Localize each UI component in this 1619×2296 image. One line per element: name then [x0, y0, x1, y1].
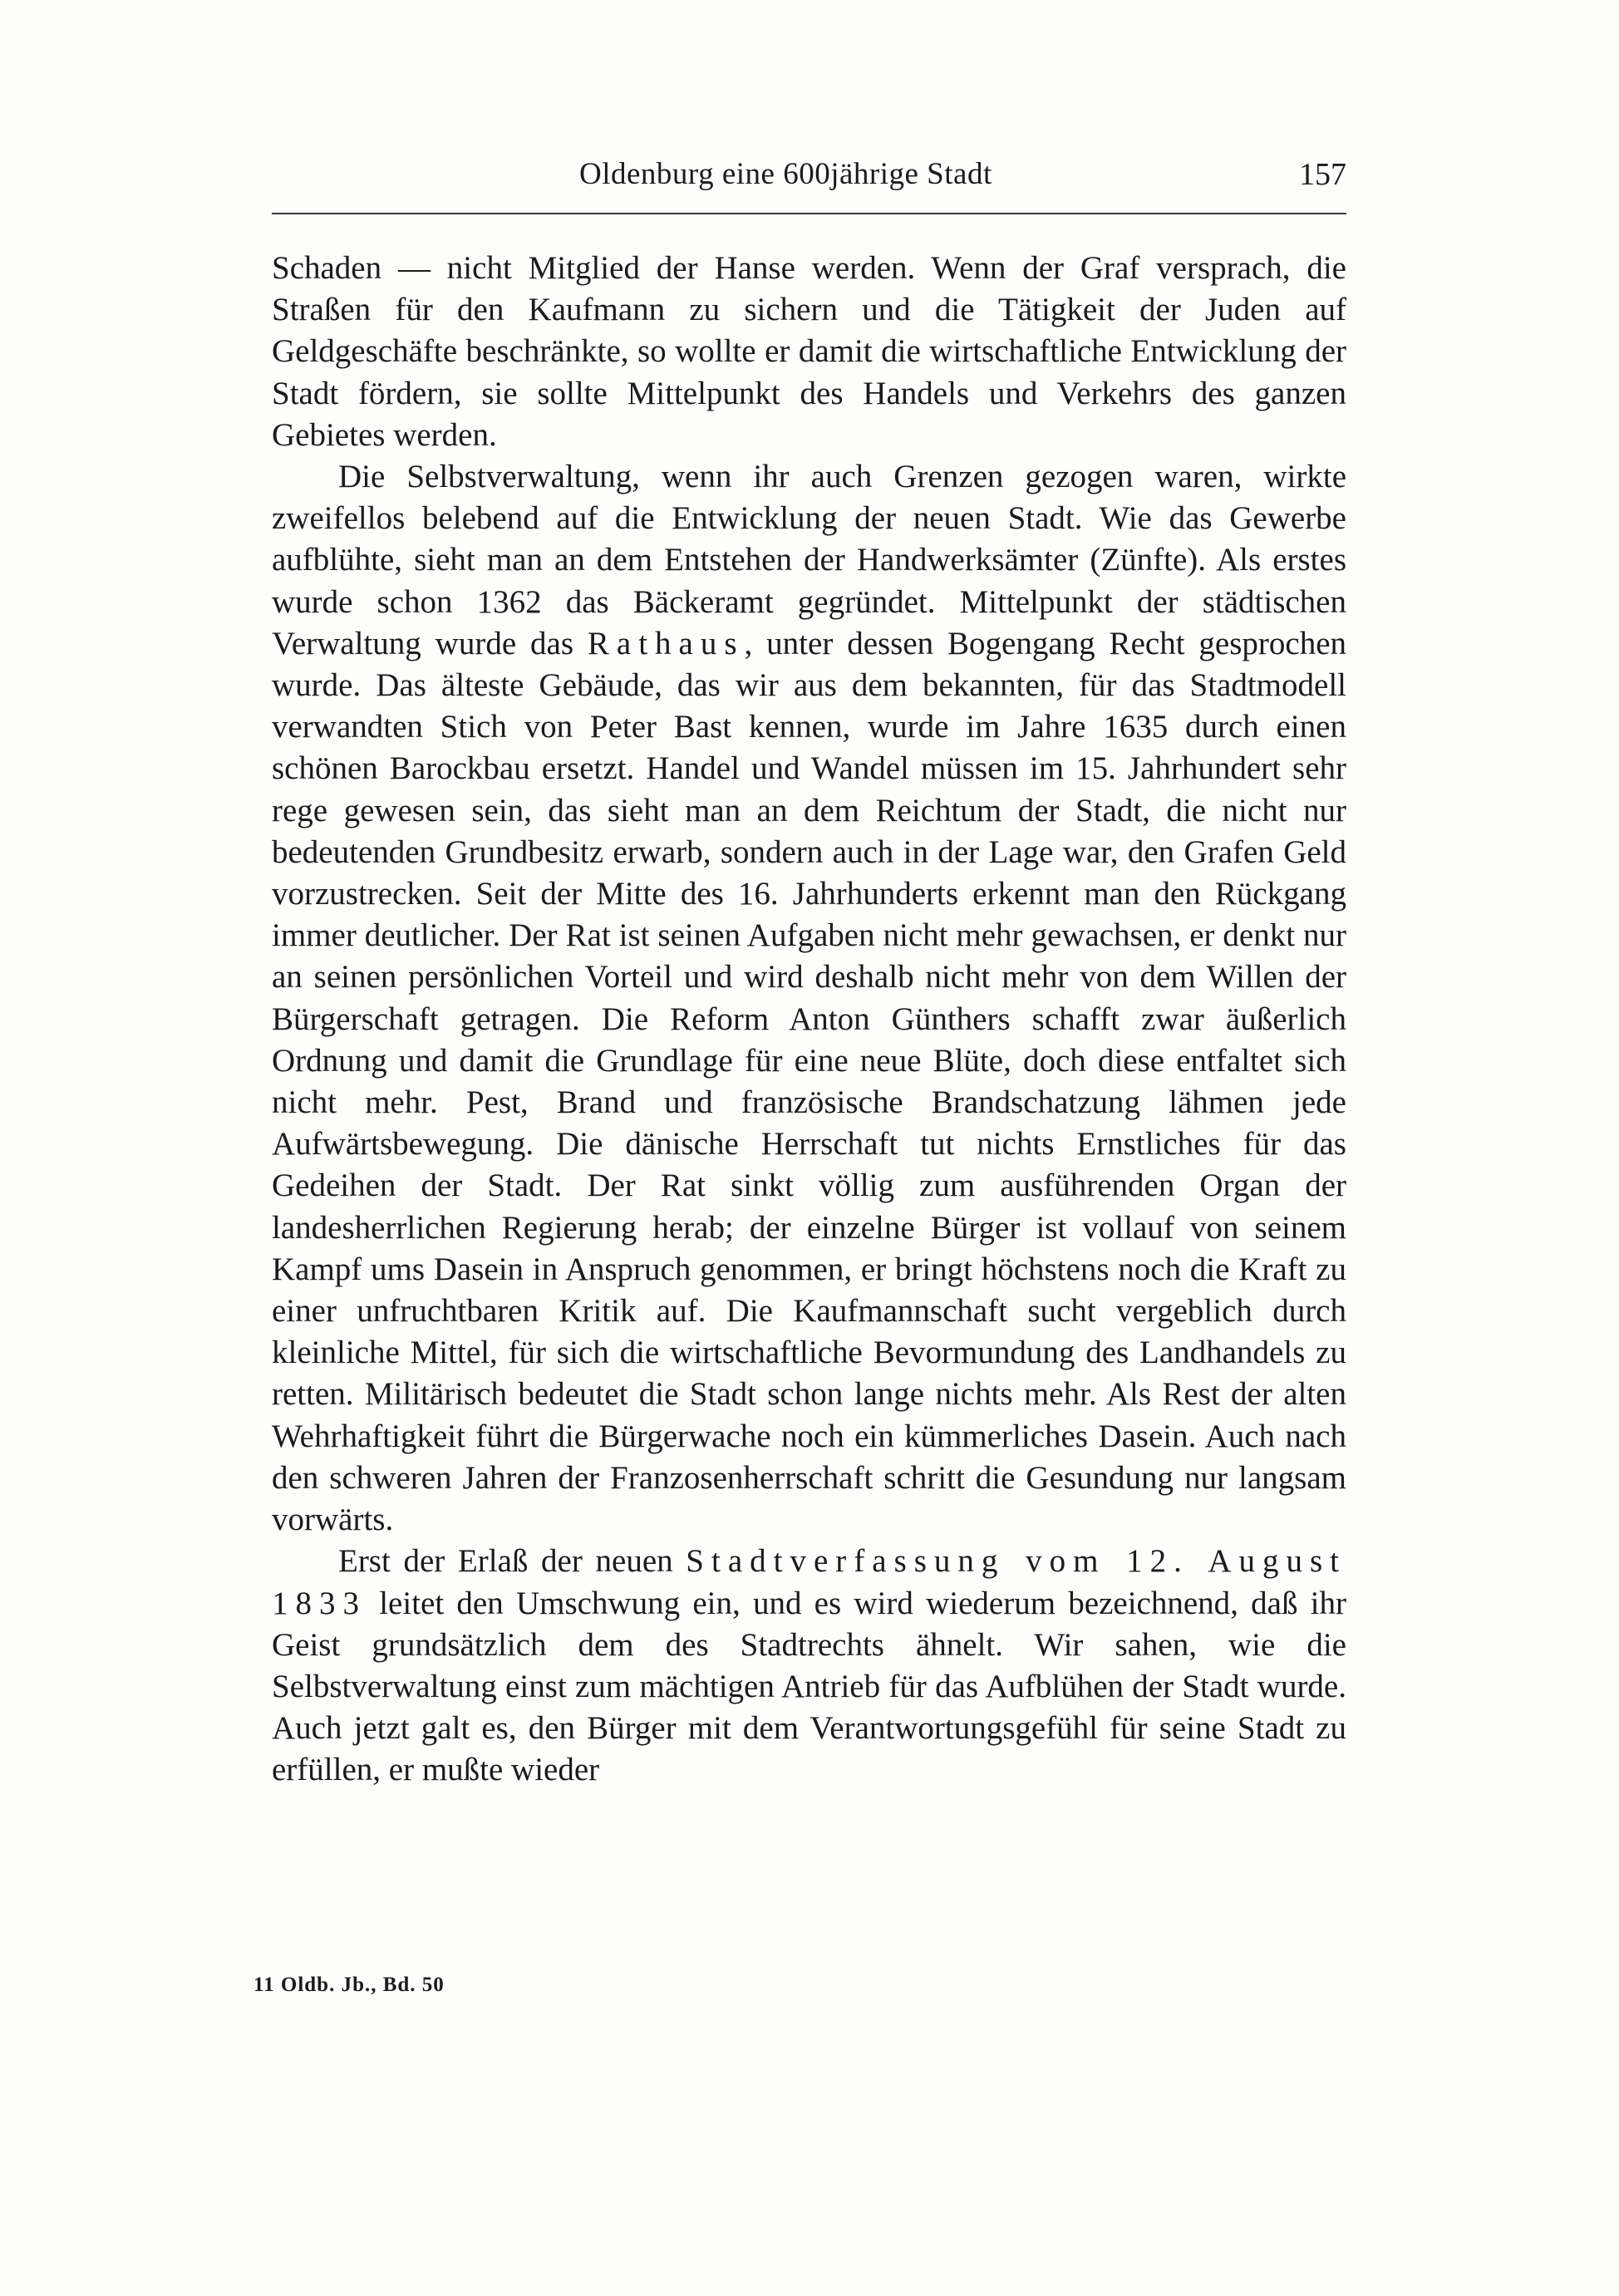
signature-mark: 11 Oldb. Jb., Bd. 50 [253, 1974, 445, 1996]
paragraph-2-part-a: Die Selbstverwaltung, wenn ihr auch Grenzen gezogen waren, wirkte zweifellos belebend auf die Entwicklung der neuen Stadt. Wie das Gewerbe aufblühte, sieht man an dem Entstehen der Handwerksämter (Zünfte). Als erstes wurde schon 1362 das Bäckeramt gegründet. Mittelpunkt der städtischen Verwaltung wurde das [272, 459, 1346, 661]
paragraph-1: Schaden — nicht Mitglied der Hanse werden. Wenn der Graf versprach, die Straßen für den Kaufmann zu sichern und die Tätigkeit der Juden auf Geldgeschäfte beschränkte, so wollte er damit die wirtschaftliche Entwicklung der Stadt fördern, sie sollte Mittelpunkt des Handels und Verkehrs des ganzen Gebietes werden. [272, 250, 1346, 453]
page-header [272, 156, 1346, 206]
emphasis-stadtverfassung: Stadtverfassung vom 12. August 1833 [272, 1543, 1347, 1621]
paragraph-3 [272, 1541, 1346, 1791]
page-number: 157 [1299, 157, 1346, 192]
emphasis-rathaus: Rathaus [587, 625, 745, 661]
header-divider [272, 213, 1346, 214]
body-text [272, 248, 1346, 1792]
paragraph-3-part-a: Erst der Erlaß der neuen [338, 1543, 686, 1580]
running-title: Oldenburg eine 600jährige Stadt [579, 157, 992, 191]
paragraph-3-part-b: leitet den Umschwung ein, und es wird wiederum bezeichnend, daß ihr Geist grundsätzlich dem des Stadtrechts ähnelt. Wir sahen, wie die Selbstverwaltung einst zum mächtigen Antrieb für das Aufblühen der Stadt wurde. Auch jetzt galt es, den Bürger mit dem Verantwortungsgefühl für seine Stadt zu erfüllen, er mußte wieder [272, 1585, 1346, 1788]
paragraph-2 [272, 456, 1346, 1541]
paragraph-2-part-b: , unter dessen Bogengang Recht gesprochen wurde. Das älteste Gebäude, das wir aus dem bekannten, für das Stadtmodell verwandten Stich von Peter Bast kennen, wurde im Jahre 1635 durch einen schönen Barockbau ersetzt. Handel und Wandel müssen im 15. Jahrhundert sehr rege gewesen sein, das sieht man an dem Reichtum der Stadt, die nicht nur bedeutenden Grundbesitz erwarb, sondern auch in der Lage war, den Grafen Geld vorzustrecken. Seit der Mitte des 16. Jahrhunderts erkennt man den Rückgang immer deutlicher. Der Rat ist seinen Aufgaben nicht mehr gewachsen, er denkt nur an seinen persönlichen Vorteil und wird deshalb nicht mehr von dem Willen der Bürgerschaft getragen. Die Reform Anton Günthers schafft zwar äußerlich Ordnung und damit die Grundlage für eine neue Blüte, doch diese entfaltet sich nicht mehr. Pest, Brand und französische Brandschatzung lähmen jede Aufwärtsbewegung. Die dänische Herrschaft tut nichts Ernstliches für das Gedeihen der Stadt. Der Rat sinkt völlig zum ausführenden Organ der landesherrlichen Regierung herab; der einzelne Bürger ist vollauf von seinem Kampf ums Dasein in Anspruch genommen, er bringt höchstens noch die Kraft zu einer unfruchtbaren Kritik auf. Die Kaufmannschaft sucht vergeblich durch kleinliche Mittel, für sich die wirtschaftliche Bevormundung des Landhandels zu retten. Militärisch bedeutet die Stadt schon lange nichts mehr. Als Rest der alten Wehrhaftigkeit führt die Bürgerwache noch ein kümmerliches Dasein. Auch nach den schweren Jahren der Franzosenherrschaft schritt die Gesundung nur langsam vorwärts. [272, 625, 1347, 1538]
